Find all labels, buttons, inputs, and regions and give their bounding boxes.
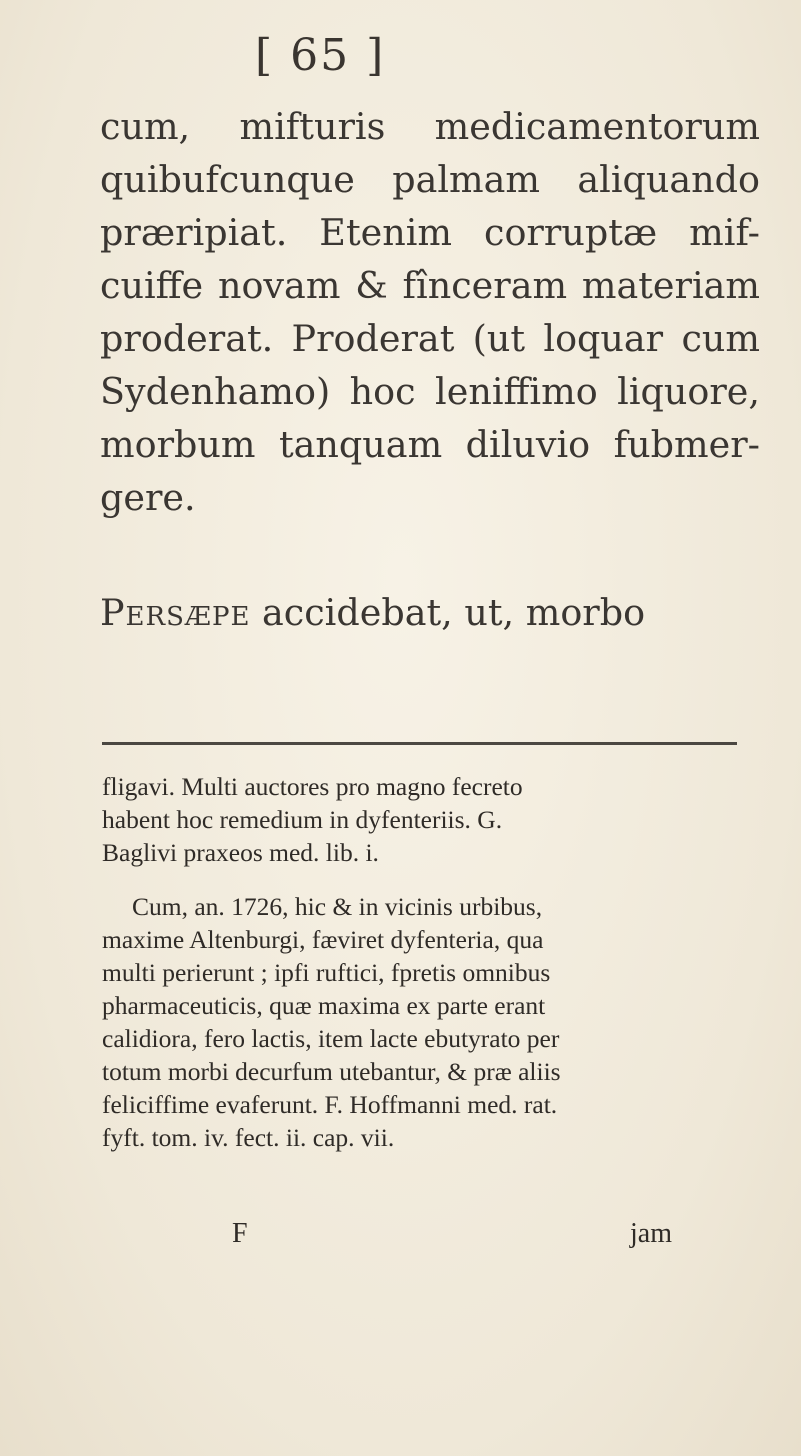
footnote-paragraph: [102, 890, 737, 1154]
footnote-line: maxime Altenburgi, fæviret dyfenteria, qua: [102, 925, 544, 954]
main-line: præripiat. Etenim corruptæ mif-: [100, 211, 760, 254]
footnote-paragraph: [102, 770, 737, 869]
catchword: jam: [630, 1218, 672, 1249]
main-line: morbum tanquam diluvio fubmer-: [100, 423, 760, 466]
main-line: cum, mifturis medicamentorum: [100, 105, 760, 148]
footnote-rule: [102, 742, 737, 745]
footnote-block: [102, 770, 737, 1154]
paragraph-opening-line: [100, 586, 760, 639]
footnote-line: multi perierunt ; ipfi ruftici, fpretis omnibus: [102, 958, 551, 987]
main-line: quibufcunque palmam aliquando: [100, 158, 760, 201]
main-line: proderat. Proderat (ut loquar cum: [100, 317, 760, 360]
paragraph-opening-rest: accidebat, ut, morbo: [250, 591, 646, 634]
footnote-line: fligavi. Multi auctores pro magno fecreto: [102, 772, 523, 801]
main-line: gere.: [100, 476, 196, 519]
signature-mark: F: [232, 1218, 248, 1249]
main-text-block: [100, 100, 760, 639]
footnote-line: Baglivi praxeos med. lib. i.: [102, 838, 379, 867]
footnote-line: feliciffime evaferunt. F. Hoffmanni med. rat.: [102, 1090, 558, 1119]
footnote-line: calidiora, fero lactis, item lacte ebutyrato per: [102, 1024, 560, 1053]
footnote-line: pharmaceuticis, quæ maxima ex parte erant: [102, 991, 546, 1020]
footnote-line: fyft. tom. iv. fect. ii. cap. vii.: [102, 1123, 395, 1152]
main-line: cuiffe novam & fînceram materiam: [100, 264, 760, 307]
footnote-line: Cum, an. 1726, hic & in vicinis urbibus,: [132, 892, 543, 921]
footnote-line: habent hoc remedium in dyfenteriis. G.: [102, 805, 503, 834]
paragraph-lead-word: Persæpe: [100, 591, 251, 634]
main-line: Sydenhamo) hoc leniffimo liquore,: [100, 370, 760, 413]
footnote-line: totum morbi decurfum utebantur, & præ aliis: [102, 1057, 561, 1086]
page-number: [ 65 ]: [255, 30, 386, 81]
